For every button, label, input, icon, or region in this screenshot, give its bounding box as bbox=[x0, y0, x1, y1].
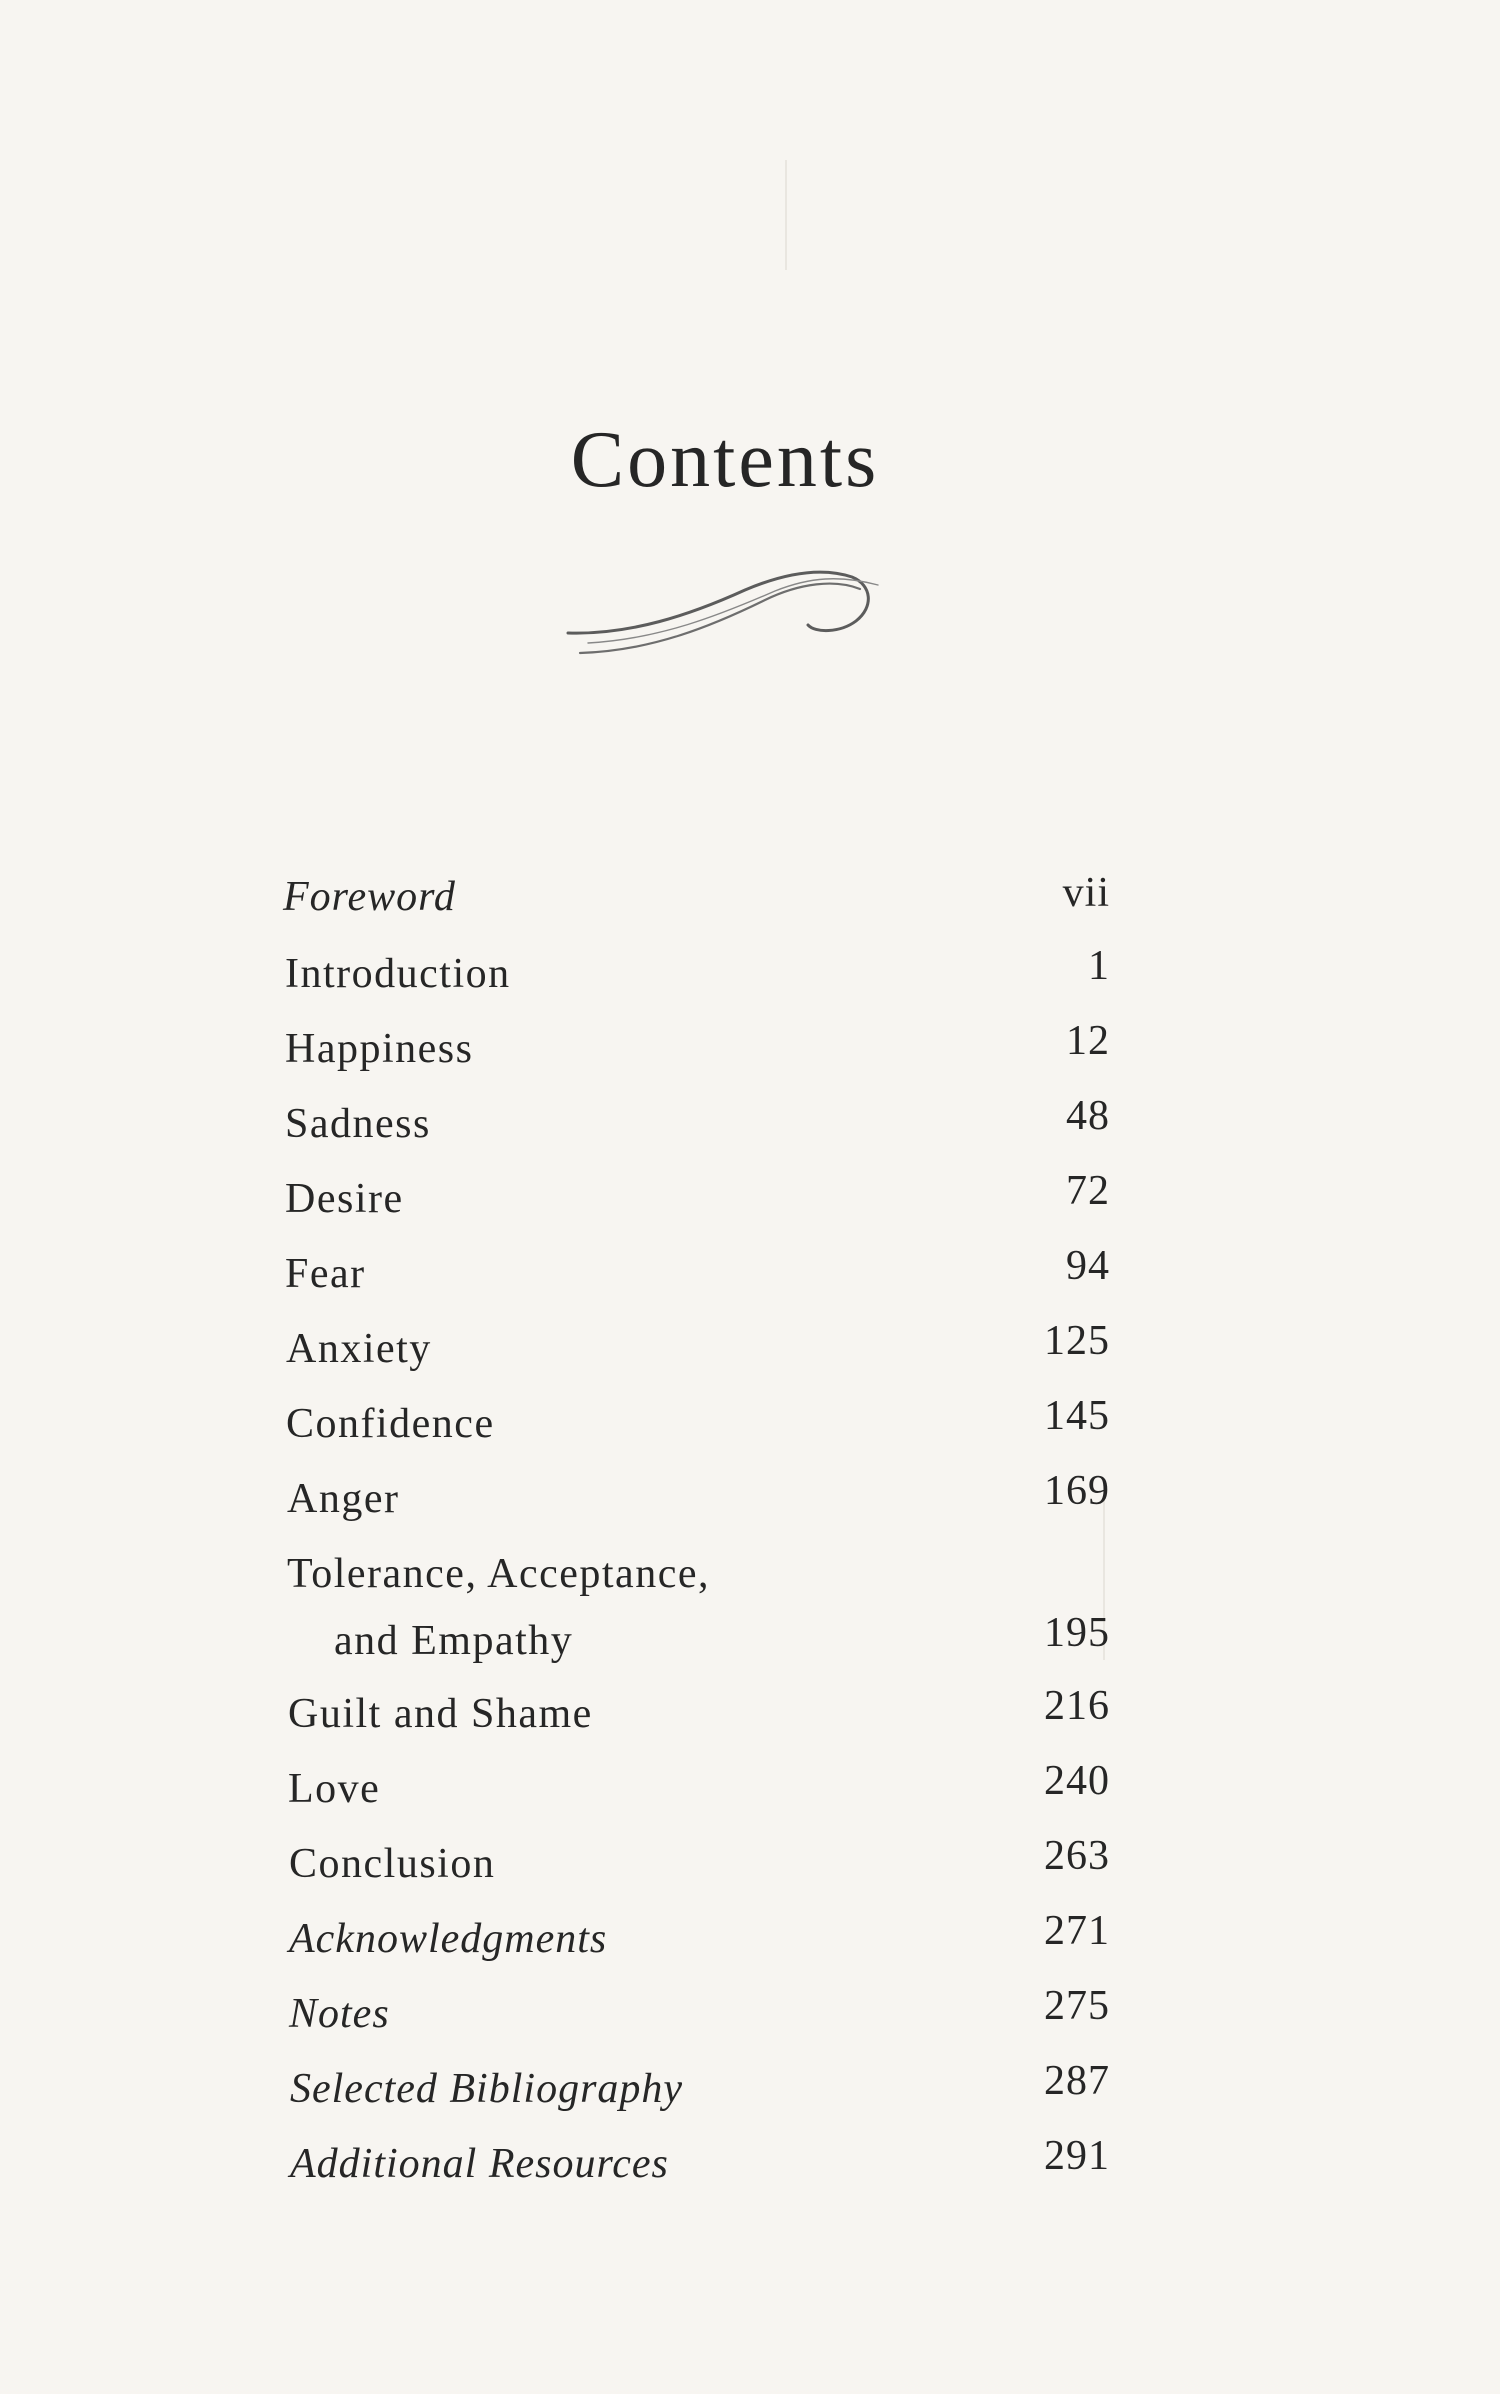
toc-entry-label: Desire bbox=[285, 1176, 404, 1222]
toc-entry-page: 72 bbox=[1066, 1168, 1110, 1214]
toc-entry-label: Tolerance, Acceptance, bbox=[287, 1551, 710, 1597]
toc-entry-page: 48 bbox=[1066, 1093, 1110, 1139]
toc-entry-page: 94 bbox=[1066, 1243, 1110, 1289]
toc-entry-page: 287 bbox=[1044, 2058, 1110, 2104]
toc-entry-label: Confidence bbox=[286, 1401, 495, 1447]
toc-entry-label: Introduction bbox=[285, 951, 511, 997]
toc-entry-label: Love bbox=[288, 1766, 381, 1812]
toc-entry-page: 195 bbox=[1044, 1610, 1110, 1656]
toc-entry-page: 263 bbox=[1044, 1833, 1110, 1879]
toc-entry-page: 216 bbox=[1044, 1683, 1110, 1729]
toc-entry-page: 240 bbox=[1044, 1758, 1110, 1804]
toc-entry-label: Anger bbox=[287, 1476, 400, 1522]
page-title: Contents bbox=[570, 416, 880, 504]
toc-entry-page: 125 bbox=[1044, 1318, 1110, 1364]
toc-entry-label: Sadness bbox=[285, 1101, 431, 1147]
toc-entry-label: Selected Bibliography bbox=[290, 2066, 684, 2112]
toc-entry-page: 275 bbox=[1044, 1983, 1110, 2029]
toc-entry-label: Guilt and Shame bbox=[288, 1691, 593, 1737]
toc-entry-page: vii bbox=[1062, 870, 1110, 916]
toc-entry-label: Acknowledgments bbox=[289, 1916, 608, 1962]
toc-entry-label: Anxiety bbox=[286, 1326, 432, 1372]
toc-entry-page: 271 bbox=[1044, 1908, 1110, 1954]
toc-entry-label: Happiness bbox=[285, 1026, 474, 1072]
toc-entry-label: Notes bbox=[289, 1991, 390, 2037]
toc-entry-page: 169 bbox=[1044, 1468, 1110, 1514]
toc-entry-page: 1 bbox=[1088, 943, 1110, 989]
toc-entry-page: 12 bbox=[1066, 1018, 1110, 1064]
toc-entry-label: Fear bbox=[285, 1251, 366, 1297]
toc-entry-page: 291 bbox=[1044, 2133, 1110, 2179]
toc-entry-page: 145 bbox=[1044, 1393, 1110, 1439]
toc-entry-label: Additional Resources bbox=[290, 2141, 669, 2187]
toc-entry-label: Conclusion bbox=[289, 1841, 496, 1887]
toc-entry-label: Foreword bbox=[283, 874, 456, 920]
toc-entry-label-continued: and Empathy bbox=[334, 1618, 574, 1664]
